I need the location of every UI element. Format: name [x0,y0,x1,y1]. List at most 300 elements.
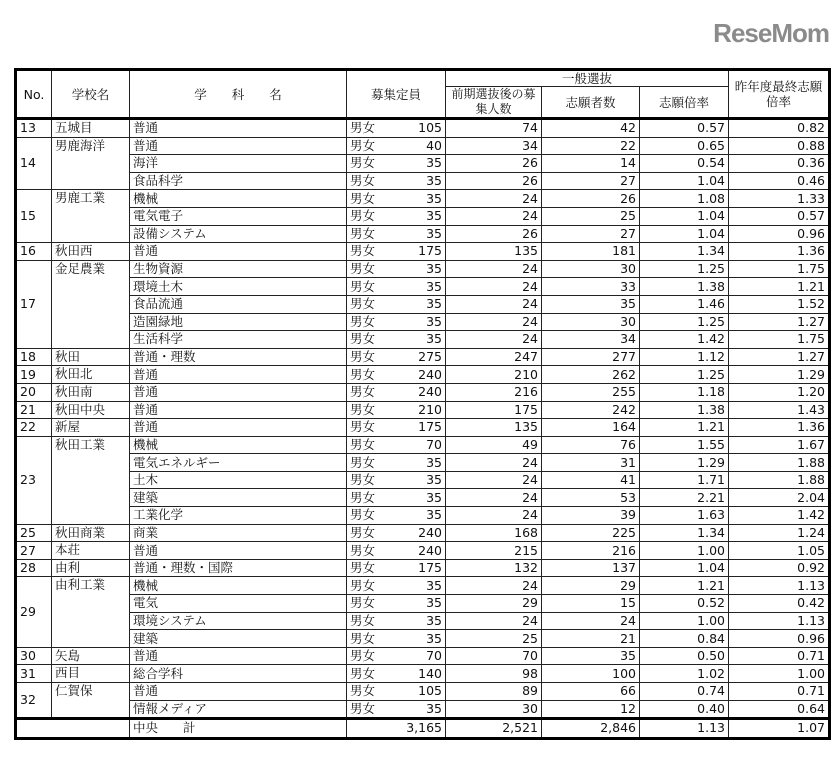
last-year-ratio-value: 1.29 [729,366,830,384]
dept-name: 食品科学 [130,172,347,190]
capacity-cell [347,155,446,173]
school-name: 矢島 [52,647,130,665]
total-applicants: 2,846 [542,719,640,739]
ratio-value: 1.38 [640,401,729,419]
capacity-cell [347,260,446,278]
after-early-value: 74 [446,119,542,138]
dept-name: 普通 [130,366,347,384]
capacity-value: 40 [426,137,442,153]
ratio-value: 1.04 [640,225,729,243]
school-no: 21 [16,401,52,419]
after-early-value: 26 [446,155,542,173]
ratio-value: 1.04 [640,559,729,577]
capacity-cell [347,190,446,208]
applicants-value: 39 [542,507,640,525]
dept-name: 普通 [130,137,347,155]
table-row [16,137,830,155]
header-school: 学校名 [52,70,130,119]
school-no: 16 [16,243,52,261]
last-year-ratio-value: 0.42 [729,595,830,613]
school-no: 14 [16,137,52,190]
capacity-value: 35 [426,612,442,628]
school-no: 30 [16,647,52,665]
dept-name: 普通 [130,243,347,261]
after-early-value: 247 [446,348,542,366]
applicants-value: 262 [542,366,640,384]
capacity-value: 35 [426,577,442,593]
total-last-year: 1.07 [729,719,830,739]
capacity-value: 35 [426,155,442,171]
capacity-value: 35 [426,313,442,329]
last-year-ratio-value: 1.21 [729,278,830,296]
capacity-cell [347,542,446,560]
capacity-cell [347,172,446,190]
ratio-value: 1.02 [640,665,729,683]
capacity-value: 35 [426,296,442,312]
table-row [16,454,830,472]
gender-type: 男女 [350,683,376,699]
after-early-value: 70 [446,647,542,665]
dept-name: 普通 [130,542,347,560]
gender-type: 男女 [350,489,376,505]
last-year-ratio-value: 1.36 [729,243,830,261]
after-early-value: 26 [446,172,542,190]
capacity-value: 35 [426,208,442,224]
table-row [16,366,830,384]
ratio-value: 1.55 [640,436,729,454]
capacity-value: 105 [418,683,442,699]
table-row [16,313,830,331]
table-row [16,190,830,208]
last-year-ratio-value: 1.27 [729,313,830,331]
ratio-value: 1.04 [640,172,729,190]
gender-type: 男女 [350,665,376,681]
after-early-value: 215 [446,542,542,560]
dept-name: 建築 [130,489,347,507]
last-year-ratio-value: 1.88 [729,454,830,472]
ratio-value: 1.25 [640,260,729,278]
capacity-value: 35 [426,630,442,646]
table-row [16,383,830,401]
capacity-value: 210 [418,401,442,417]
gender-type: 男女 [350,419,376,435]
applicants-value: 255 [542,383,640,401]
gender-type: 男女 [350,155,376,171]
applicants-value: 30 [542,313,640,331]
school-no: 28 [16,559,52,577]
school-name: 西目 [52,665,130,683]
capacity-cell [347,454,446,472]
table-row [16,419,830,437]
table-row [16,647,830,665]
dept-name: 普通・理数・国際 [130,559,347,577]
capacity-value: 35 [426,489,442,505]
last-year-ratio-value: 1.43 [729,401,830,419]
dept-name: 生物資源 [130,260,347,278]
total-label: 中央 計 [130,719,347,739]
capacity-cell [347,331,446,349]
capacity-value: 175 [418,560,442,576]
table-row [16,559,830,577]
last-year-ratio-value: 1.75 [729,260,830,278]
after-early-value: 24 [446,331,542,349]
ratio-value: 0.54 [640,155,729,173]
applicants-value: 41 [542,471,640,489]
ratio-value: 1.04 [640,207,729,225]
applicants-value: 12 [542,700,640,719]
after-early-value: 175 [446,401,542,419]
header-general: 一般選抜 [446,70,729,87]
gender-type: 男女 [350,507,376,523]
gender-type: 男女 [350,173,376,189]
school-name: 男鹿海洋 [52,137,130,190]
after-early-value: 216 [446,383,542,401]
header-applicants: 志願者数 [542,87,640,119]
gender-type: 男女 [350,261,376,277]
table-row [16,436,830,454]
capacity-value: 35 [426,261,442,277]
capacity-value: 105 [418,120,442,136]
gender-type: 男女 [350,454,376,470]
last-year-ratio-value: 1.05 [729,542,830,560]
school-name: 五城目 [52,119,130,138]
ratio-value: 1.42 [640,331,729,349]
dept-name: 生活科学 [130,331,347,349]
dept-name: 建築 [130,630,347,648]
school-no: 18 [16,348,52,366]
capacity-cell [347,700,446,719]
table-row [16,225,830,243]
ratio-value: 0.50 [640,647,729,665]
ratio-value: 1.34 [640,524,729,542]
school-name: 仁賀保 [52,683,130,719]
gender-type: 男女 [350,190,376,206]
table-row [16,524,830,542]
gender-type: 男女 [350,278,376,294]
applicants-value: 137 [542,559,640,577]
after-early-value: 24 [446,295,542,313]
total-capacity: 3,165 [347,719,446,739]
capacity-value: 70 [426,436,442,452]
ratio-value: 0.40 [640,700,729,719]
dept-name: 土木 [130,471,347,489]
last-year-ratio-value: 0.71 [729,647,830,665]
applicants-value: 27 [542,225,640,243]
capacity-cell [347,278,446,296]
capacity-cell [347,401,446,419]
gender-type: 男女 [350,120,376,136]
ratio-value: 0.74 [640,683,729,701]
school-no: 15 [16,190,52,243]
after-early-value: 210 [446,366,542,384]
school-name: 秋田中央 [52,401,130,419]
gender-type: 男女 [350,401,376,417]
admissions-table [14,68,831,740]
gender-type: 男女 [350,137,376,153]
dept-name: 機械 [130,577,347,595]
dept-name: 普通 [130,647,347,665]
capacity-cell [347,665,446,683]
dept-name: 電気 [130,595,347,613]
last-year-ratio-value: 0.36 [729,155,830,173]
last-year-ratio-value: 1.88 [729,471,830,489]
dept-name: 普通 [130,683,347,701]
capacity-cell [347,383,446,401]
last-year-ratio-value: 1.13 [729,612,830,630]
applicants-value: 100 [542,665,640,683]
school-name: 本荘 [52,542,130,560]
capacity-cell [347,559,446,577]
applicants-value: 21 [542,630,640,648]
after-early-value: 24 [446,507,542,525]
school-no: 27 [16,542,52,560]
school-name: 秋田 [52,348,130,366]
capacity-value: 175 [418,419,442,435]
school-no: 25 [16,524,52,542]
table-row [16,577,830,595]
total-ratio: 1.13 [640,719,729,739]
dept-name: 設備システム [130,225,347,243]
gender-type: 男女 [350,524,376,540]
ratio-value: 0.52 [640,595,729,613]
capacity-value: 35 [426,700,442,716]
last-year-ratio-value: 1.52 [729,295,830,313]
gender-type: 男女 [350,560,376,576]
capacity-value: 240 [418,366,442,382]
after-early-value: 24 [446,190,542,208]
header-last-year: 昨年度最終志願倍率 [729,70,830,119]
table-row [16,542,830,560]
applicants-value: 181 [542,243,640,261]
capacity-cell [347,489,446,507]
last-year-ratio-value: 0.57 [729,207,830,225]
school-name: 秋田南 [52,383,130,401]
table-row [16,471,830,489]
capacity-cell [347,295,446,313]
table-row [16,348,830,366]
ratio-value: 1.25 [640,313,729,331]
capacity-value: 240 [418,384,442,400]
table-row [16,665,830,683]
applicants-value: 31 [542,454,640,472]
last-year-ratio-value: 1.24 [729,524,830,542]
dept-name: 電気エネルギー [130,454,347,472]
last-year-ratio-value: 0.96 [729,225,830,243]
school-no: 23 [16,436,52,524]
ratio-value: 1.08 [640,190,729,208]
last-year-ratio-value: 0.64 [729,700,830,719]
gender-type: 男女 [350,225,376,241]
table-row [16,278,830,296]
dept-name: 普通 [130,419,347,437]
after-early-value: 24 [446,207,542,225]
table-row [16,243,830,261]
after-early-value: 24 [446,260,542,278]
school-name: 秋田北 [52,366,130,384]
applicants-value: 25 [542,207,640,225]
last-year-ratio-value: 1.33 [729,190,830,208]
capacity-value: 35 [426,331,442,347]
table-row [16,700,830,719]
table-row [16,119,830,138]
table-row [16,295,830,313]
after-early-value: 24 [446,454,542,472]
ratio-value: 1.12 [640,348,729,366]
capacity-cell [347,436,446,454]
after-early-value: 26 [446,225,542,243]
capacity-value: 35 [426,507,442,523]
applicants-value: 225 [542,524,640,542]
applicants-value: 27 [542,172,640,190]
school-no: 17 [16,260,52,348]
table-row [16,595,830,613]
last-year-ratio-value: 2.04 [729,489,830,507]
ratio-value: 1.29 [640,454,729,472]
capacity-value: 35 [426,225,442,241]
ratio-value: 0.65 [640,137,729,155]
applicants-value: 35 [542,647,640,665]
last-year-ratio-value: 1.13 [729,577,830,595]
capacity-cell [347,595,446,613]
last-year-ratio-value: 1.42 [729,507,830,525]
school-no: 31 [16,665,52,683]
last-year-ratio-value: 0.82 [729,119,830,138]
after-early-value: 34 [446,137,542,155]
header-capacity: 募集定員 [347,70,446,119]
ratio-value: 1.21 [640,419,729,437]
after-early-value: 89 [446,683,542,701]
total-after-early: 2,521 [446,719,542,739]
gender-type: 男女 [350,296,376,312]
gender-type: 男女 [350,630,376,646]
table-row [16,630,830,648]
school-name: 由利 [52,559,130,577]
last-year-ratio-value: 0.92 [729,559,830,577]
watermark-logo: ReseMom [713,18,829,48]
gender-type: 男女 [350,243,376,259]
capacity-value: 140 [418,665,442,681]
capacity-value: 35 [426,190,442,206]
capacity-cell [347,612,446,630]
capacity-cell [347,119,446,138]
school-no: 29 [16,577,52,647]
gender-type: 男女 [350,700,376,716]
capacity-cell [347,366,446,384]
ratio-value: 0.57 [640,119,729,138]
capacity-cell [347,647,446,665]
applicants-value: 164 [542,419,640,437]
after-early-value: 24 [446,471,542,489]
table-row [16,612,830,630]
capacity-value: 240 [418,524,442,540]
applicants-value: 76 [542,436,640,454]
gender-type: 男女 [350,612,376,628]
capacity-cell [347,207,446,225]
dept-name: 機械 [130,190,347,208]
dept-name: 環境土木 [130,278,347,296]
after-early-value: 24 [446,489,542,507]
gender-type: 男女 [350,384,376,400]
after-early-value: 29 [446,595,542,613]
capacity-cell [347,225,446,243]
gender-type: 男女 [350,472,376,488]
school-name: 秋田西 [52,243,130,261]
school-name: 秋田工業 [52,436,130,524]
capacity-cell [347,348,446,366]
last-year-ratio-value: 1.20 [729,383,830,401]
school-no: 13 [16,119,52,138]
after-early-value: 135 [446,243,542,261]
capacity-cell [347,507,446,525]
school-no: 32 [16,683,52,719]
last-year-ratio-value: 1.67 [729,436,830,454]
ratio-value: 1.18 [640,383,729,401]
applicants-value: 15 [542,595,640,613]
after-early-value: 49 [446,436,542,454]
school-name: 秋田商業 [52,524,130,542]
applicants-value: 35 [542,295,640,313]
last-year-ratio-value: 0.46 [729,172,830,190]
after-early-value: 25 [446,630,542,648]
school-no: 19 [16,366,52,384]
dept-name: 普通・理数 [130,348,347,366]
capacity-cell [347,137,446,155]
applicants-value: 277 [542,348,640,366]
table-row [16,207,830,225]
applicants-value: 33 [542,278,640,296]
capacity-value: 35 [426,595,442,611]
gender-type: 男女 [350,366,376,382]
ratio-value: 1.21 [640,577,729,595]
gender-type: 男女 [350,313,376,329]
dept-name: 造園緑地 [130,313,347,331]
capacity-cell [347,243,446,261]
after-early-value: 24 [446,577,542,595]
capacity-cell [347,313,446,331]
capacity-value: 35 [426,454,442,470]
ratio-value: 2.21 [640,489,729,507]
last-year-ratio-value: 1.27 [729,348,830,366]
table-row [16,683,830,701]
capacity-cell [347,419,446,437]
after-early-value: 24 [446,612,542,630]
dept-name: 海洋 [130,155,347,173]
gender-type: 男女 [350,349,376,365]
applicants-value: 53 [542,489,640,507]
after-early-value: 30 [446,700,542,719]
capacity-cell [347,577,446,595]
gender-type: 男女 [350,542,376,558]
dept-name: 情報メディア [130,700,347,719]
capacity-value: 35 [426,278,442,294]
dept-name: 電気電子 [130,207,347,225]
dept-name: 食品流通 [130,295,347,313]
capacity-cell [347,630,446,648]
applicants-value: 29 [542,577,640,595]
applicants-value: 42 [542,119,640,138]
capacity-cell [347,471,446,489]
dept-name: 普通 [130,119,347,138]
school-no: 22 [16,419,52,437]
last-year-ratio-value: 1.75 [729,331,830,349]
applicants-value: 34 [542,331,640,349]
after-early-value: 24 [446,278,542,296]
school-no: 20 [16,383,52,401]
table-row [16,401,830,419]
total-row [16,719,830,739]
last-year-ratio-value: 1.36 [729,419,830,437]
after-early-value: 24 [446,313,542,331]
